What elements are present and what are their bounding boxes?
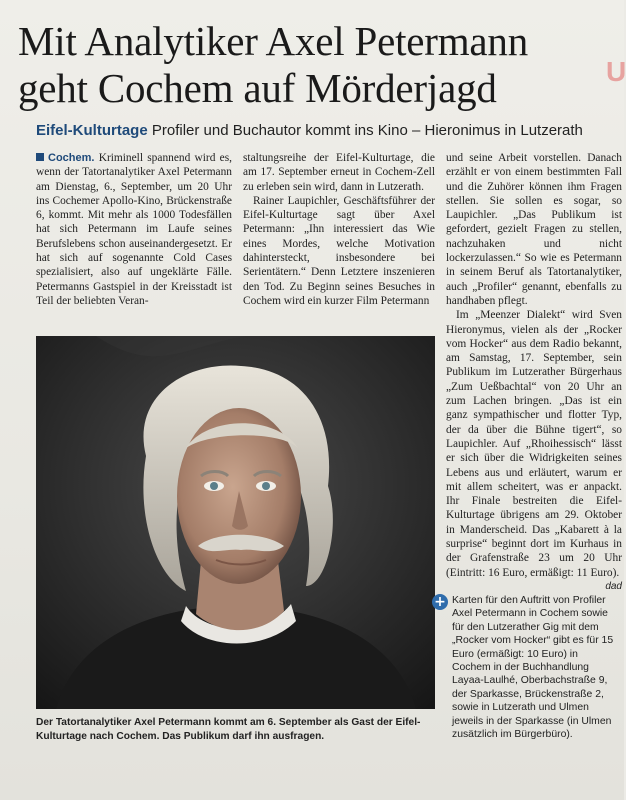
article-paragraph: und seine Arbeit vorstellen. Danach erzählt er von einem bestimmten Fall und die Zuhörer können ihm Fragen stellen. Sie sollen es sogar, so Laupichler. „Das Publikum ist gefordert, gezielt Fragen zu stellen, nachzuhaken und nicht lockerzulassen.“ So wie es Petermann in seinem Beruf als Tatortanalytiker, auch „Profiler“ genannt, ebenfalls zu handhaben pflegt. (446, 152, 622, 307)
headline-line-2: geht Cochem auf Mörderjagd (18, 65, 497, 111)
ticket-info-text: Karten für den Auftritt von Profiler Axel Petermann in Cochem sowie für den Lutzerather Gig mit dem „Rocker vom Hocker“ gibt es für 15 Euro (ermäßigt: 10 Euro) in Cochem in der Buchhandlung Layaa-Laulhé, Oberbachstraße 9, der Sparkasse, Brückenstraße 2, sowie in Lutzerath und Ulmen jeweils in der Sparkasse (in Ulmen zusätzlich im Bürgerbüro). (452, 595, 614, 741)
headline-line-1: Mit Analytiker Axel Petermann (18, 18, 529, 64)
article-column-3 (446, 151, 622, 592)
article-paragraph: Im „Meenzer Dialekt“ wird Sven Hieronymus, vielen als der „Rocker vom Hocker“ aus dem Radio bekannt, am Samstag, 17. September, sein Publikum im Lutzerather Bürgerhaus „Zum Ueßbachtal“ von 20 Uhr an zum Lachen bringen. „Das ist ein ganz sympathischer und flotter Typ, der da über die Bühne tigert“, so Laupichler. Auf „Rhoihessisch“ lässt er sich über die Widrigkeiten seines Lebens aus und erläutert, warum er mit allem scheitert, was er anpackt. Ihr Finale bestreiten die Eifel-Kulturtage übrigens am 29. Oktober in Manderscheid. Das „Kabarett à la surprise“ beginnt dort im Kurhaus in der Grafenstraße 23 um 20 Uhr (Eintritt: 16 Euro, ermäßigt: 11 Euro). (446, 309, 622, 579)
dateline-square-icon (36, 153, 44, 161)
article-column-2 (243, 151, 435, 331)
article-paragraph: Kriminell spannend wird es, wenn der Tatortanalytiker Axel Petermann am Dienstag, 6., September, um 20 Uhr ins Cochemer Apollo-Kino, Brückenstraße 6, kommt. Mit mehr als 1000 Todesfällen hat sich Petermann im Laufe seines Berufslebens schon auseinandergesetzt. Er hat sich auf sogenannte Cold Cases spezialisiert, also auf ungeklärte Fälle. Petermanns Gastspiel in der Kreisstadt ist Teil der beliebten Veran- (36, 152, 232, 307)
article-paragraph: staltungsreihe der Eifel-Kulturtage, die am 17. September erneut in Cochem-Zell zu erleben sein wird, dann in Lutzerath. (243, 152, 435, 193)
headline (18, 18, 608, 112)
portrait-photo (36, 336, 435, 709)
subhead-kicker: Eifel-Kulturtage (36, 122, 148, 139)
ticket-info-box (432, 594, 616, 790)
plus-icon: + (432, 594, 448, 610)
author-initials: dad (605, 580, 622, 592)
article-paragraph: Rainer Laupichler, Geschäftsführer der Eifel-Kulturtage sagt über Axel Petermann: „Ihn interessiert das Wie eines Mordes, welche Motivation dahintersteckt, insbesondere bei Serientätern.“ Denn Letztere inszenieren den Tod. Zu Beginn seines Besuches in Cochem wird ein kurzer Film Petermann (243, 194, 435, 307)
subhead-text: Profiler und Buchautor kommt ins Kino – Hieronimus in Lutzerath (151, 122, 583, 139)
dateline: Cochem. (48, 152, 95, 164)
adjacent-page-fragment: U (606, 56, 626, 87)
subheadline (36, 121, 616, 141)
photo-caption: Der Tatortanalytiker Axel Petermann kommt am 6. September als Gast der Eifel-Kulturtage nach Cochem. Das Publikum darf ihn ausfragen. (36, 717, 421, 742)
article-column-1 (36, 151, 232, 331)
